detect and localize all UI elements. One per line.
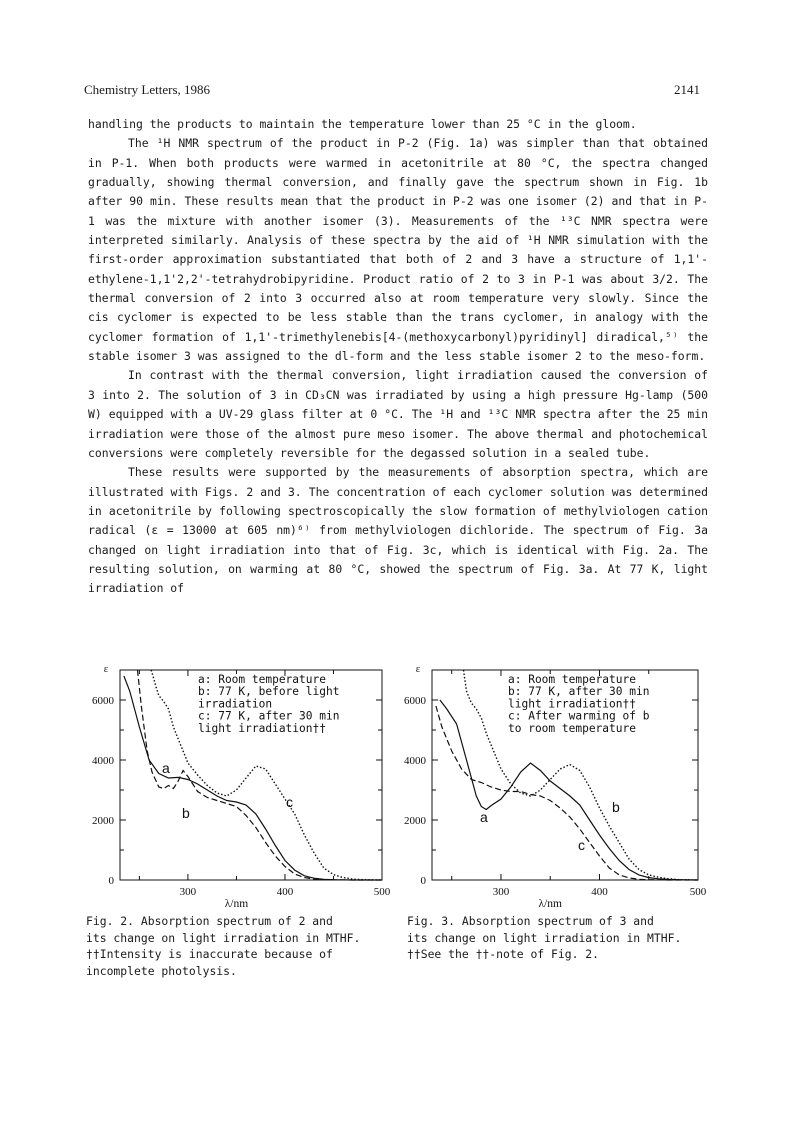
caption-line: incomplete photolysis. <box>86 963 237 978</box>
y-tick-label: 4000 <box>92 755 114 767</box>
caption-line: ††Intensity is inaccurate because of <box>86 947 333 961</box>
series-label-a: a <box>162 760 170 776</box>
body-text <box>88 115 708 599</box>
paragraph-1: handling the products to maintain the temperature lower than 25 °C in the gloom. <box>88 117 637 131</box>
legend-entry: c: 77 K, after 30 min <box>198 709 340 723</box>
caption-line: its change on light irradiation in MTHF. <box>407 930 682 945</box>
paragraph-2: The ¹H NMR spectrum of the product in P-2 (Fig. 1a) was simpler than that obtained in P-1. When both products were warmed in acetonitrile at 80 °C, the spectra changed gradually, showing thermal conversion, and finally gave the spectrum shown in Fig. 1b after 90 min. These results mean that the product in P-2 was one isomer (2) and that in P-1 was the mixture with another isomer (3). Measurements of the ¹³C NMR spectra were interpreted similarly. Analysis of these spectra by the aid of ¹H NMR simulation with the first-order approximation substantiated that both of 2 and 3 have a structure of 1,1'-ethylene-1,1'2,2'-tetrahydrobipyridine. Product ratio of 2 to 3 in P-1 was about 3/2. The thermal conversion of 2 into 3 occurred also at room temperature very slowly. Since the cis cyclomer is expected to be less stable than the trans cyclomer, in analogy with the cyclomer formation of 1,1'-trimethylenebis[4-(methoxycarbonyl)pyridinyl] diradical,⁵⁾ the stable isomer 3 was assigned to the dl-form and the less stable isomer 2 to the meso-form. <box>88 136 708 364</box>
y-tick-label: 2000 <box>92 815 114 827</box>
series-label-a: a <box>480 809 488 825</box>
figure-3-caption <box>407 913 727 963</box>
x-tick-label: 300 <box>179 886 197 898</box>
caption-line: ††See the ††-note of Fig. 2. <box>407 947 600 961</box>
y-tick-label: 6000 <box>404 695 426 707</box>
figure-2-chart <box>74 656 394 910</box>
caption-line: Fig. 2. Absorption spectrum of 2 and <box>86 914 333 928</box>
y-tick-label: 2000 <box>404 815 426 827</box>
legend-entry: to room temperature <box>508 721 636 735</box>
x-axis-label: λ/nm <box>538 898 562 910</box>
running-header-journal: Chemistry Letters, 1986 <box>84 82 211 97</box>
y-tick-label: 6000 <box>92 695 114 707</box>
caption-line: its change on light irradiation in MTHF. <box>86 930 361 945</box>
legend-entry: a: Room temperature <box>508 673 636 686</box>
legend-entry: c: After warming of b <box>508 709 650 723</box>
x-tick-label: 400 <box>276 886 294 898</box>
legend-entry: a: Room temperature <box>198 673 326 686</box>
legend-entry: b: 77 K, before light <box>198 685 340 699</box>
legend-entry: irradiation <box>198 697 273 711</box>
paragraph-3: In contrast with the thermal conversion, light irradiation caused the conversion of 3 into 2. The solution of 3 in CD₃CN was irradiated by using a high pressure Hg-lamp (500 W) equipped with a UV-29 glass filter at 0 °C. The ¹H and ¹³C NMR spectra after the 25 min irradiation were those of the almost pure meso isomer. The above thermal and photochemical conversions were completely reversible for the degassed solution in a sealed tube. <box>88 368 708 460</box>
figure-2 <box>74 656 394 910</box>
x-axis-label: λ/nm <box>224 898 249 910</box>
y-tick-label: 0 <box>420 875 426 887</box>
x-tick-label: 300 <box>492 886 510 898</box>
caption-line: Fig. 3. Absorption spectrum of 3 and <box>407 914 654 928</box>
y-axis-label: ε <box>415 663 421 675</box>
series-label-c: c <box>286 794 293 810</box>
legend-entry: light irradiation†† <box>198 721 326 735</box>
figure-3-chart <box>388 656 708 910</box>
legend-entry: light irradiation†† <box>508 697 636 711</box>
series-label-b: b <box>612 799 620 815</box>
figure-2-caption <box>86 913 406 979</box>
x-tick-label: 400 <box>591 886 608 898</box>
y-axis-label: ε <box>103 663 109 675</box>
series-label-b: b <box>182 805 190 821</box>
paragraph-4: These results were supported by the measurements of absorption spectra, which are illustrated with Figs. 2 and 3. The concentration of each cyclomer solution was determined in acetonitrile by following spectroscopically the slow formation of methylviologen cation radical (ε = 13000 at 605 nm)⁶⁾ from methylviologen dichloride. The spectrum of Fig. 3a changed on light irradiation into that of Fig. 3c, which is identical with Fig. 2a. The resulting solution, on warming at 80 °C, showed the spectrum of Fig. 3a. At 77 K, light irradiation of <box>88 465 708 596</box>
series-label-c: c <box>578 837 585 853</box>
legend-entry: b: 77 K, after 30 min <box>508 685 650 699</box>
y-tick-label: 4000 <box>404 755 426 767</box>
x-tick-label: 500 <box>689 886 707 898</box>
figure-3 <box>388 656 708 910</box>
page-number: 2141 <box>674 82 700 97</box>
x-tick-label: 500 <box>373 886 391 898</box>
y-tick-label: 0 <box>108 875 114 887</box>
